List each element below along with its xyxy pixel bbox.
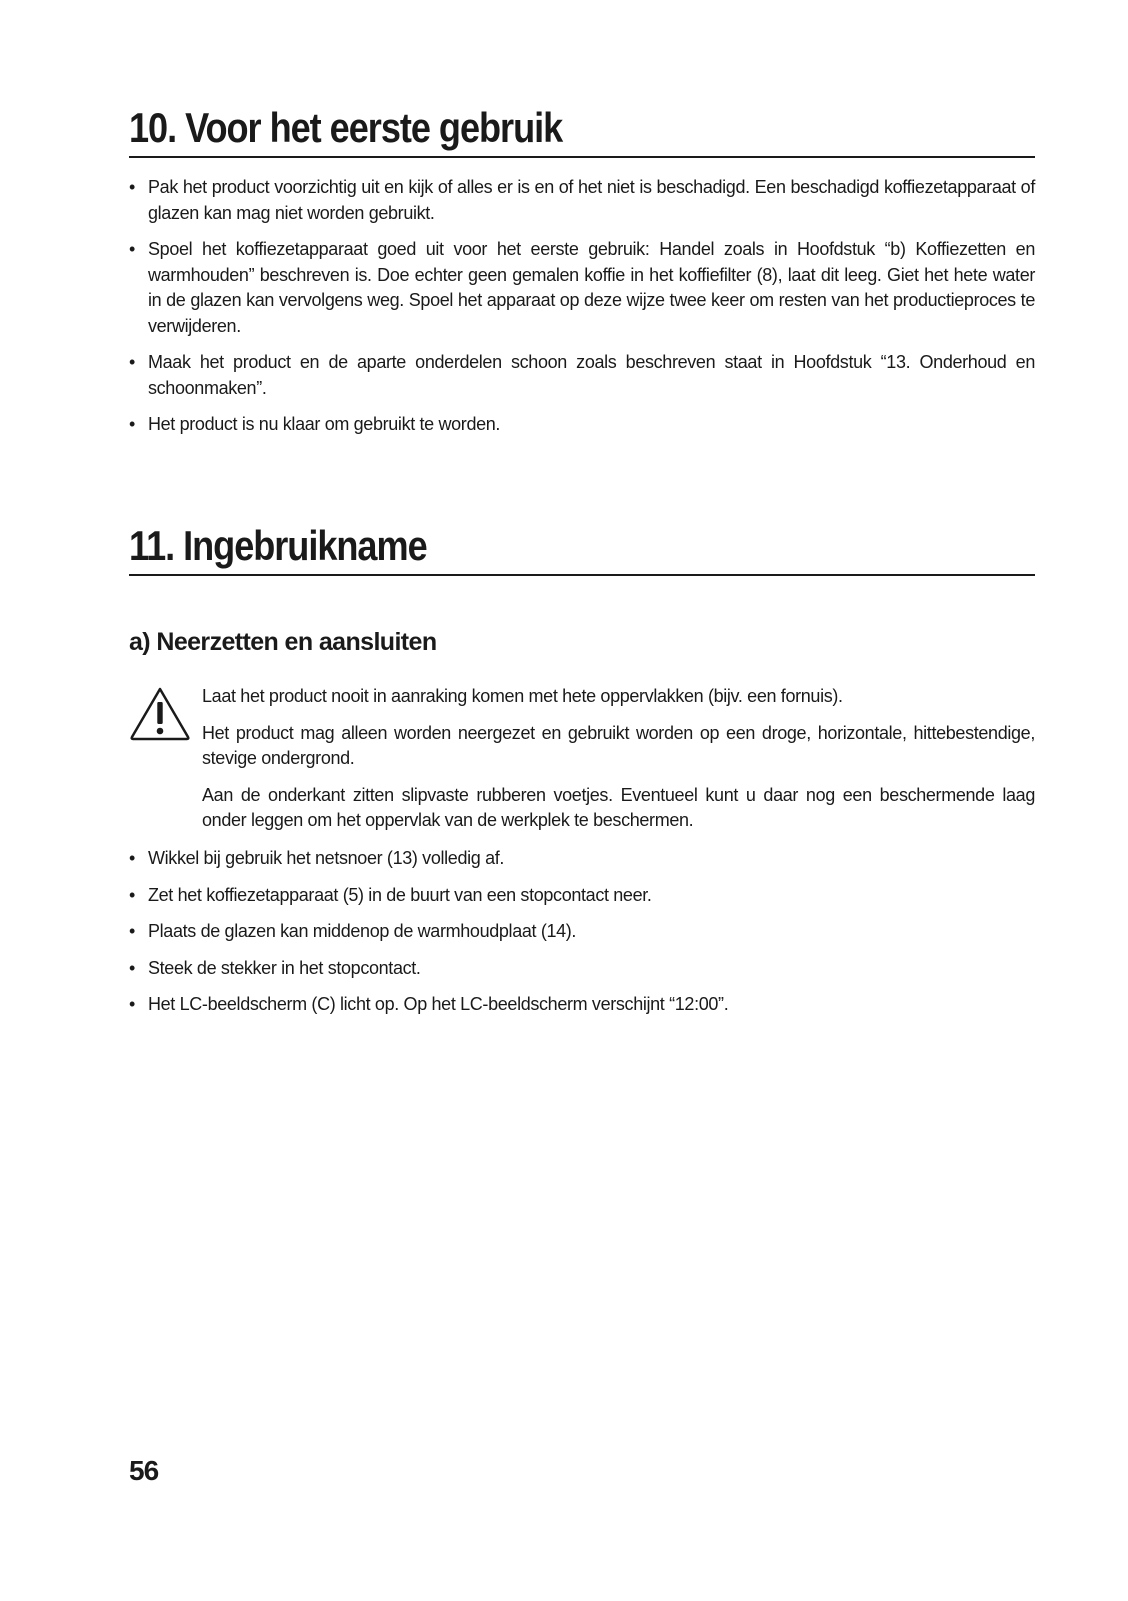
warning-text: Laat het product nooit in aanraking komen met hete oppervlakken (bijv. een fornuis). — [202, 686, 843, 706]
warning-triangle-icon — [129, 686, 191, 742]
list-item: • Pak het product voorzichtig uit en kijk of alles er is en of het niet is beschadigd. Een beschadigd koffiezetapparaat of glazen kan mag niet worden gebruikt. — [129, 175, 1035, 226]
section-10-list — [129, 175, 1035, 449]
list-item: • Spoel het koffiezetapparaat goed uit voor het eerste gebruik: Handel zoals in Hoofdstuk “b) Koffiezetten en warmhouden” beschreven is. Doe echter geen gemalen koffie in het koffiefilter (8), laat dit leeg. Giet het hete water in de glazen kan vervolgens weg. Spoel het apparaat op deze wijze twee keer om resten van het productieproces te verwijderen. — [129, 237, 1035, 339]
warning-text: Aan de onderkant zitten slipvaste rubberen voetjes. Eventueel kunt u daar nog een beschermende laag onder leggen om het oppervlak van de werkplek te beschermen. — [202, 784, 1035, 830]
warning-text: Het product mag alleen worden neergezet en gebruikt worden op een droge, horizontale, hittebestendige, stevige ondergrond. — [202, 722, 1035, 768]
page-number: 56 — [129, 1455, 159, 1486]
list-item: • Het LC-beeldscherm (C) licht op. Op het LC-beeldscherm verschijnt “12:00”. — [129, 992, 1035, 1018]
list-item: • Maak het product en de aparte onderdelen schoon zoals beschreven staat in Hoofdstuk “13. Onderhoud en schoonmaken”. — [129, 350, 1035, 401]
list-item: • Zet het koffiezetapparaat (5) in de buurt van een stopcontact neer. — [129, 883, 1035, 909]
section-10-title: 10. Voor het eerste gebruik — [129, 104, 1035, 158]
list-item: • Het product is nu klaar om gebruikt te worden. — [129, 412, 1035, 438]
list-item: • Plaats de glazen kan middenop de warmhoudplaat (14). — [129, 919, 1035, 945]
section-11-title: 11. Ingebruikname — [129, 522, 1035, 576]
list-item: • Wikkel bij gebruik het netsnoer (13) volledig af. — [129, 846, 1035, 872]
subsection-a-heading: a) Neerzetten en aansluiten — [129, 628, 437, 656]
warning-block — [202, 684, 1035, 845]
section-11-list — [129, 846, 1035, 1029]
list-item: • Steek de stekker in het stopcontact. — [129, 956, 1035, 982]
